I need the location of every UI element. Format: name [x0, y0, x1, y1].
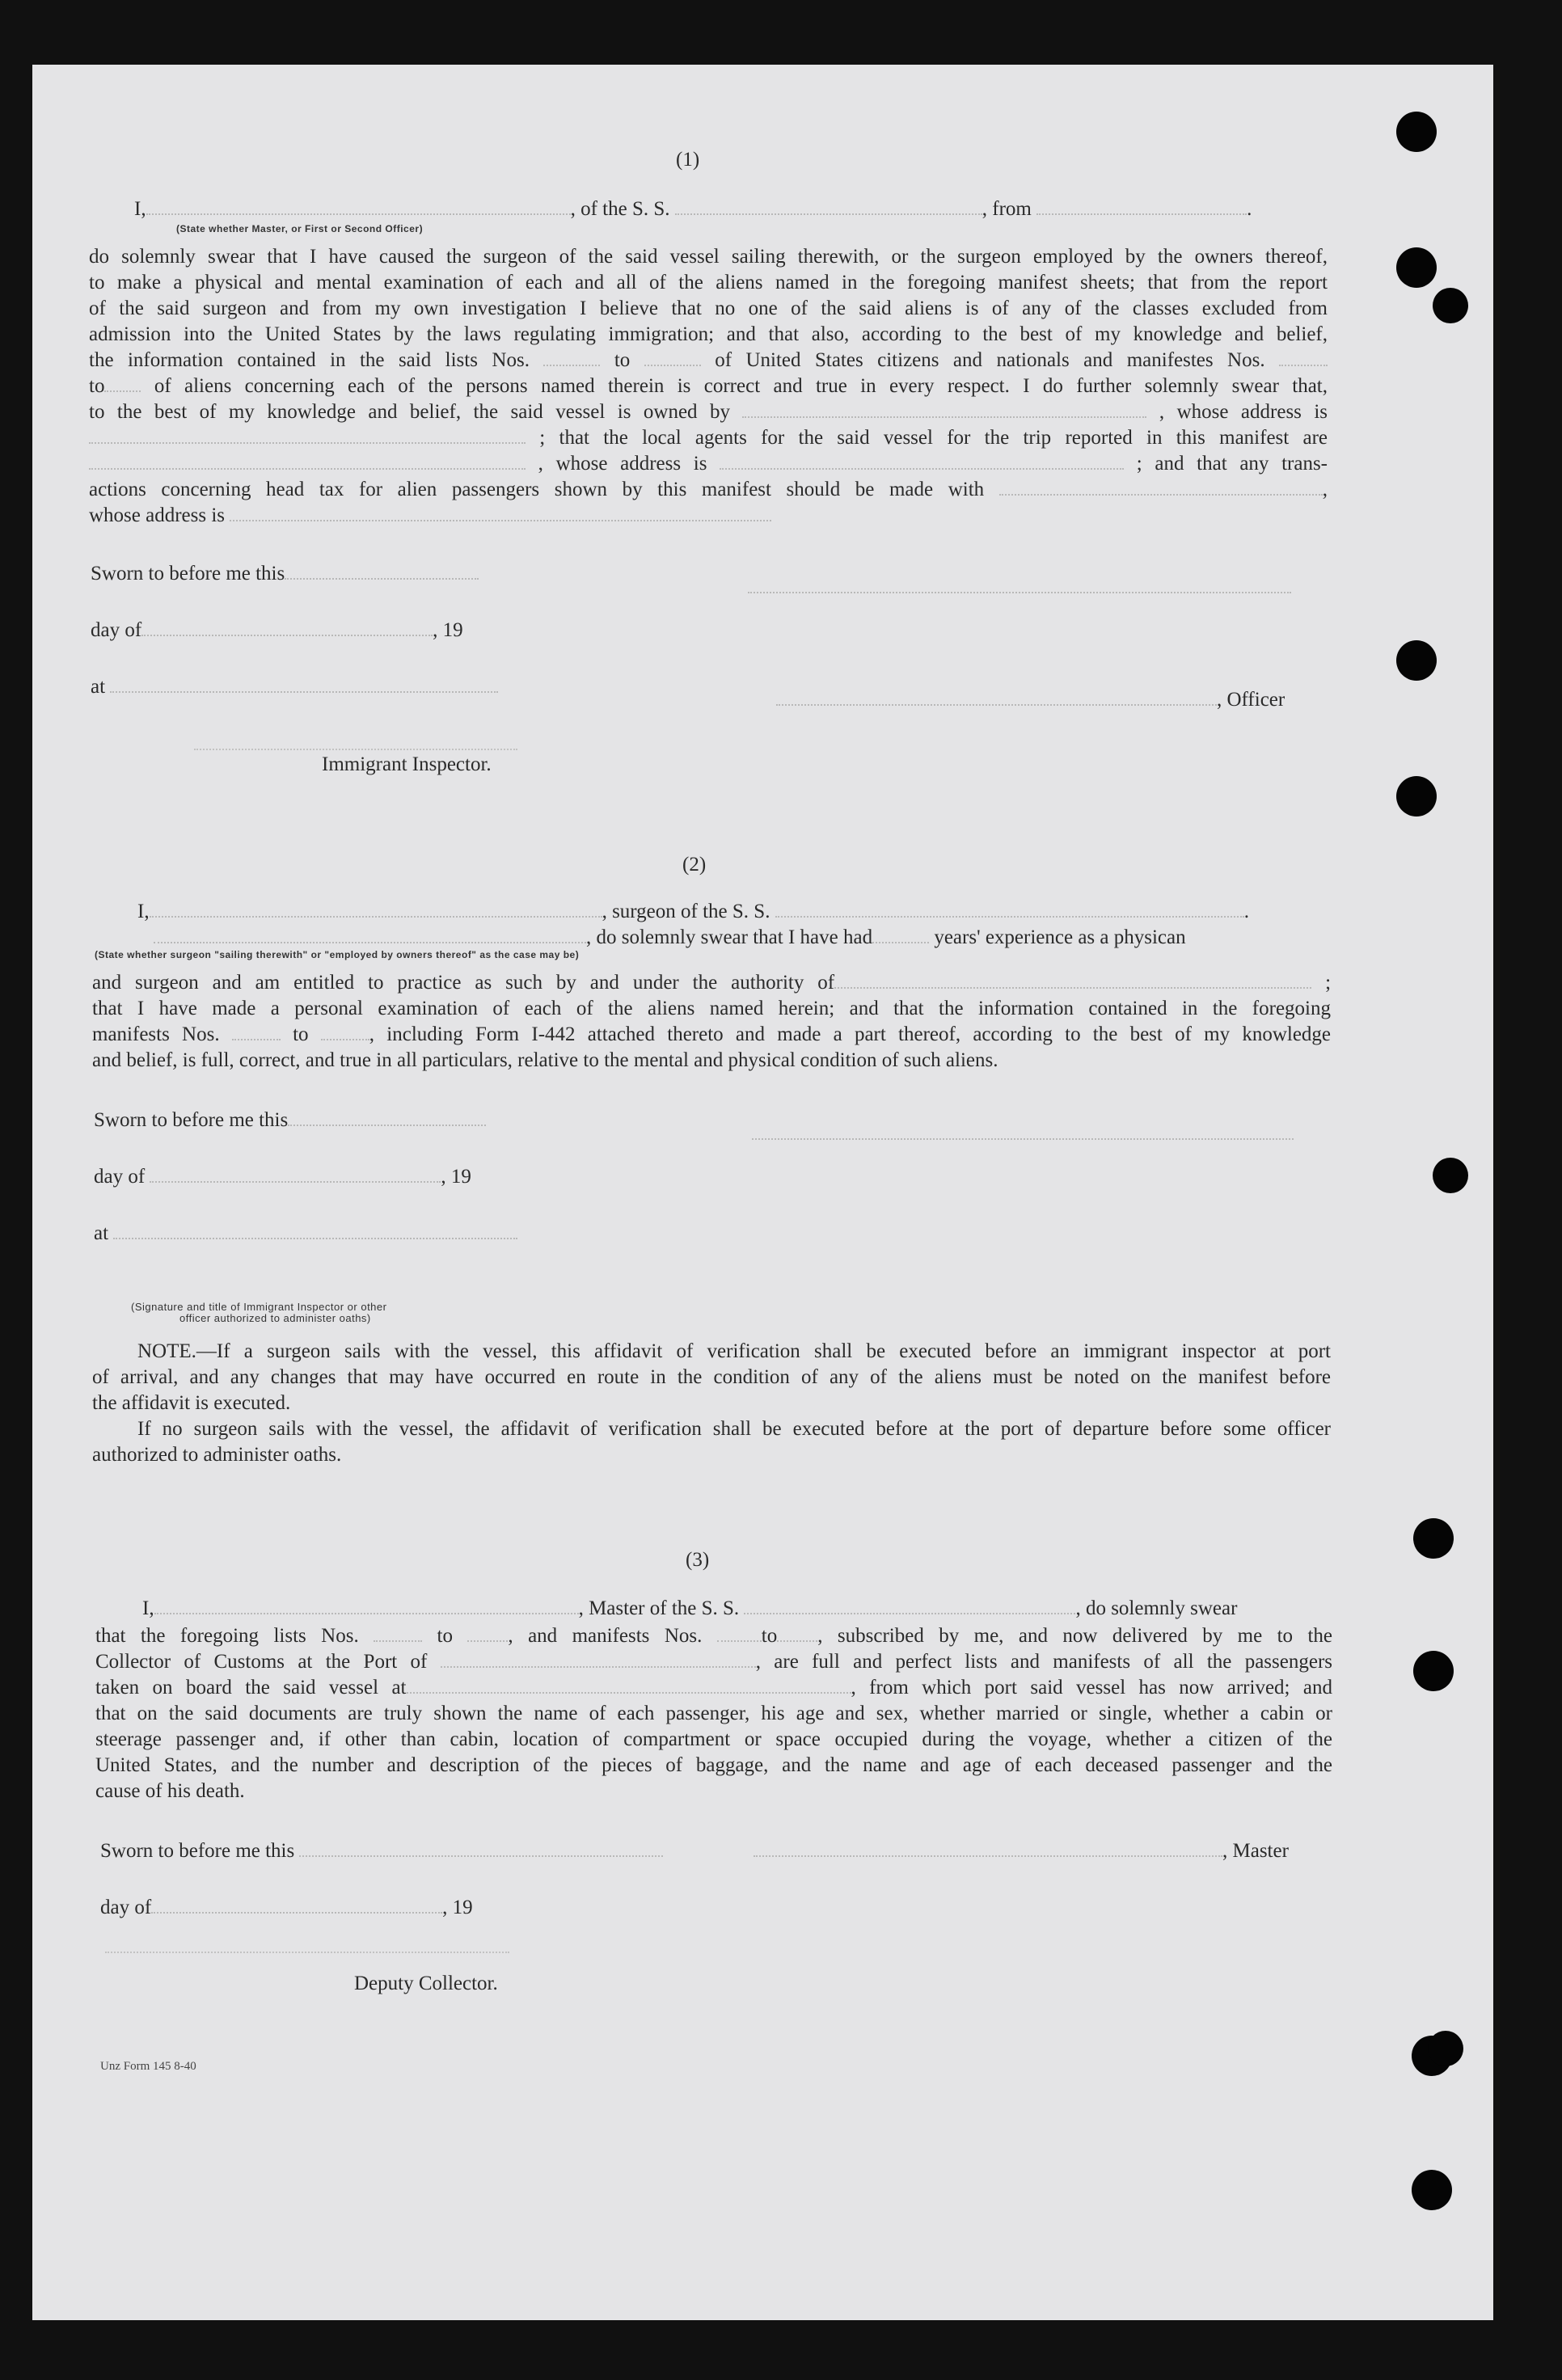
s2-line-0: I, , surgeon of the S. S. . — [137, 901, 1249, 922]
s1-at: at — [91, 676, 498, 698]
punch-hole — [1396, 247, 1437, 288]
s3-deputy: Deputy Collector. — [354, 1973, 498, 1994]
punch-hole — [1396, 112, 1437, 152]
s2-surgeon-note: (State whether surgeon "sailing therewith" or "employed by owners thereof" as the case may be) — [95, 949, 580, 960]
s3-line-0: I, , Master of the S. S. , do solemnly swear — [142, 1597, 1238, 1619]
s1-paragraph: do solemnly swear that I have caused the surgeon of the said vessel sailing therewith, or the surgeon employed by the owners thereof, to make a physical and mental examination of each and all of the aliens named in the foregoing manifest sheets; that from the report of the said surgeon and from my own investigation I believe that no one of the said aliens is of any of the classes excluded from admission into the United States by the laws regulating immigration; and that also, according to the best of my knowledge and belief, the information contained in the said lists Nos. to of United States citizens and nationals and manifestes Nos. to of aliens concerning each of the persons named therein is correct and true in every respect. I do further solemnly swear that, to the best of my knowledge and belief, the said vessel is owned by , whose address is ; that the local agents for the said vessel for the trip reported in this manifest are , whose address is ; and that any trans- actions concerning head tax for alien passengers shown by this manifest should be made with , whose address is — [89, 246, 1328, 526]
form-number: Unz Form 145 8-40 — [100, 2060, 196, 2073]
punch-hole — [1396, 640, 1437, 681]
punch-hole — [1433, 288, 1468, 323]
s2-paragraph: and surgeon and am entitled to practice as such by and under the authority of ; that I have made a personal examination of each of the aliens named herein; and that the information contained in the foregoing manifests Nos. to , including Form I-442 attached thereto and made a part thereof, according to the best of my knowledge and belief, is full, correct, and true in all particulars, relative to the mental and physical condition of such aliens. — [92, 972, 1332, 1071]
punch-hole — [1412, 2170, 1452, 2210]
s3-dayof: day of , 19 — [100, 1897, 473, 1918]
punch-hole — [1396, 776, 1437, 817]
section-3-number: (3) — [686, 1549, 710, 1571]
s2-dayof: day of , 19 — [94, 1166, 471, 1188]
s2-signature-line — [752, 1138, 1294, 1140]
s1-dayof: day of , 19 — [91, 619, 463, 641]
s2-sig-note-1: (Signature and title of Immigrant Inspector or other — [131, 1301, 387, 1313]
form-page — [32, 65, 1493, 2320]
s2-sig-note-2: officer authorized to administer oaths) — [179, 1312, 371, 1324]
s1-sworn: Sworn to before me this — [91, 563, 479, 585]
s2-sworn: Sworn to before me this — [94, 1109, 486, 1132]
s3-master-sig: , Master — [754, 1840, 1289, 1863]
s2-note-paragraph: NOTE.—If a surgeon sails with the vessel, this affidavit of verification shall be executed before an immigrant inspector at port of arrival, and any changes that may have occurred en route in the condition of any of the aliens must be noted on the manifest before the affidavit is executed. If no surgeon sails with the vessel, the affidavit of verification shall be executed before at the port of departure before some officer authorized to administer oaths. — [92, 1340, 1331, 1466]
s1-signature-line — [748, 592, 1291, 593]
punch-hole — [1413, 1651, 1454, 1691]
s1-officer-sig: , Officer — [776, 689, 1285, 711]
s3-paragraph: that the foregoing lists Nos. to , and manifests Nos. to , subscribed by me, and now delivered by me to the Collector of Customs at the Port of , are full and perfect lists and manifests of all the passengers taken on board the said vessel at , from which port said vessel has now arrived; and that on the said documents are truly shown the name of each passenger, his age and sex, whether married or single, whether a cabin or steerage passenger and, if other than cabin, location of compartment or space occupied during the voyage, whether a citizen of the United States, and the number and description of the pieces of baggage, and the name and age of each deceased passenger and the cause of his death. — [95, 1625, 1333, 1802]
s1-inspector: Immigrant Inspector. — [322, 753, 492, 775]
s1-inspector-line — [194, 749, 517, 750]
s1-officer-note: (State whether Master, or First or Second Officer) — [176, 223, 424, 234]
s1-line-0: I, , of the S. S. , from . — [134, 198, 1252, 220]
s3-sworn: Sworn to before me this — [100, 1840, 663, 1863]
s2-at: at — [94, 1222, 517, 1245]
s2-line-1: , do solemnly swear that I have had years' experience as a physican — [154, 926, 1186, 949]
punch-hole — [1413, 1518, 1454, 1559]
section-2-number: (2) — [682, 854, 707, 876]
punch-hole — [1433, 1158, 1468, 1193]
punch-hole — [1428, 2031, 1463, 2066]
s3-deputy-line — [105, 1952, 509, 1953]
section-1-number: (1) — [676, 149, 700, 171]
